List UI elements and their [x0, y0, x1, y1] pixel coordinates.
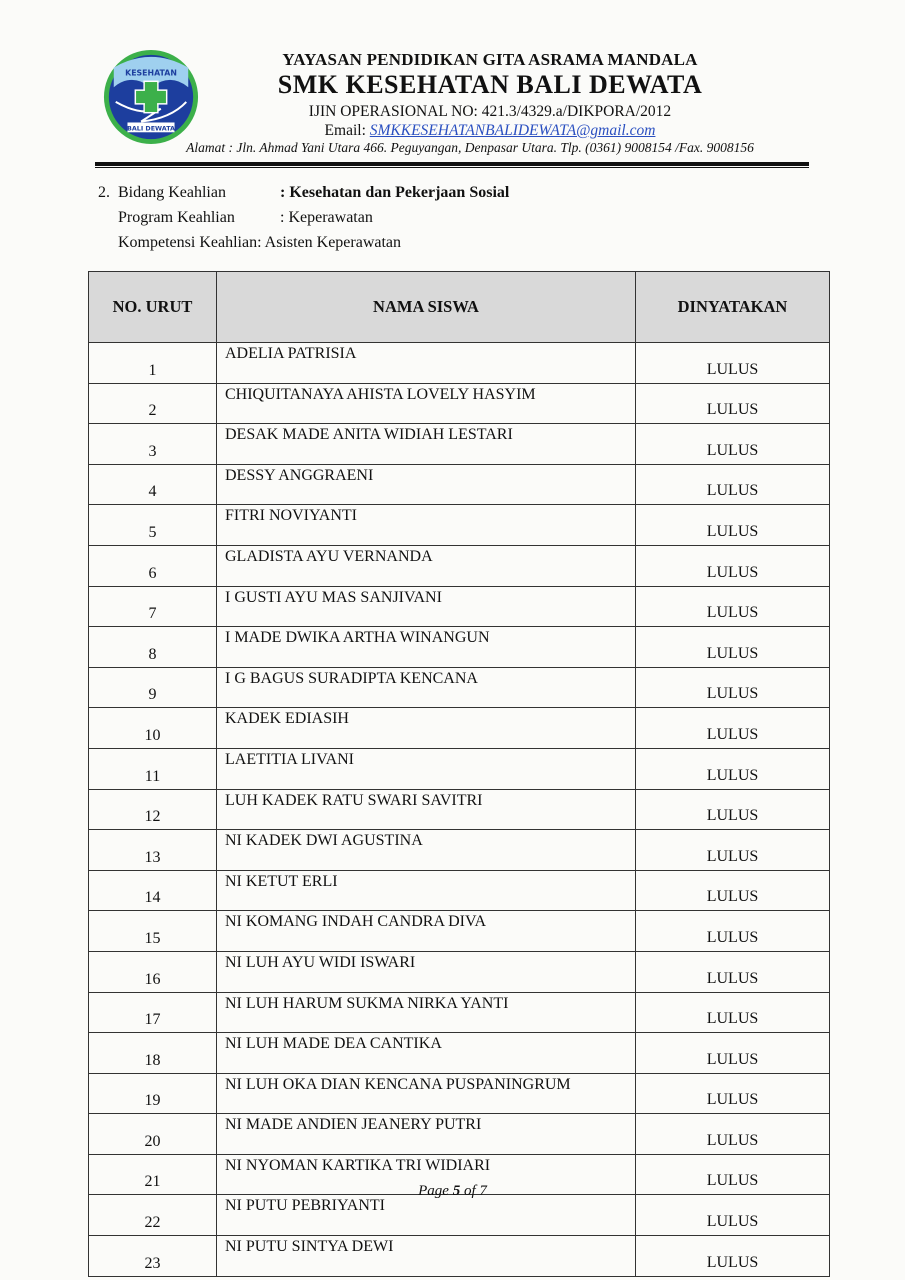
- student-name: NI LUH OKA DIAN KENCANA PUSPANINGRUM: [217, 1073, 636, 1114]
- row-number: 4: [89, 464, 217, 505]
- logo-text-bottom: BALI DEWATA: [127, 124, 175, 133]
- table-row: [89, 627, 830, 668]
- page-current: 5: [452, 1183, 461, 1199]
- row-number: 5: [89, 505, 217, 546]
- status: LULUS: [636, 951, 830, 992]
- table-row: [89, 992, 830, 1033]
- status: LULUS: [636, 911, 830, 952]
- email-label: Email:: [324, 122, 370, 139]
- student-name: LAETITIA LIVANI: [217, 748, 636, 789]
- competency-info: [98, 180, 509, 255]
- status: LULUS: [636, 586, 830, 627]
- page-of: of: [460, 1183, 480, 1199]
- table-row: [89, 830, 830, 871]
- student-name: GLADISTA AYU VERNANDA: [217, 545, 636, 586]
- table-row: [89, 951, 830, 992]
- program-label: Program Keahlian: [118, 209, 235, 226]
- student-name: NI KETUT ERLI: [217, 870, 636, 911]
- row-number: 20: [89, 1114, 217, 1155]
- status: LULUS: [636, 1195, 830, 1236]
- student-name: LUH KADEK RATU SWARI SAVITRI: [217, 789, 636, 830]
- table-row: [89, 505, 830, 546]
- row-number: 18: [89, 1033, 217, 1074]
- row-number: 7: [89, 586, 217, 627]
- row-number: 19: [89, 1073, 217, 1114]
- row-number: 2: [89, 383, 217, 424]
- status: LULUS: [636, 505, 830, 546]
- status: LULUS: [636, 789, 830, 830]
- header-nama-siswa: NAMA SISWA: [217, 272, 636, 343]
- table-row: [89, 343, 830, 384]
- status: LULUS: [636, 667, 830, 708]
- header-no-urut: NO. URUT: [89, 272, 217, 343]
- header-rule-thick: [95, 162, 809, 166]
- table-row: [89, 708, 830, 749]
- table-row: [89, 1114, 830, 1155]
- table-row: [89, 1073, 830, 1114]
- header-rule-thin: [95, 167, 809, 168]
- row-number: 13: [89, 830, 217, 871]
- status: LULUS: [636, 1033, 830, 1074]
- email-line: [150, 122, 830, 140]
- student-name: NI KADEK DWI AGUSTINA: [217, 830, 636, 871]
- row-number: 16: [89, 951, 217, 992]
- table-row: [89, 667, 830, 708]
- table-row: [89, 911, 830, 952]
- row-number: 15: [89, 911, 217, 952]
- status: LULUS: [636, 1073, 830, 1114]
- page-total: 7: [479, 1183, 487, 1199]
- section-number: 2.: [98, 184, 110, 201]
- kompetensi-row: [98, 230, 509, 255]
- address-line: Alamat : Jln. Ahmad Yani Utara 466. Peguyangan, Denpasar Utara. Tlp. (0361) 9008154 /Fax. 9008156: [186, 140, 754, 155]
- bidang-row: [98, 180, 509, 205]
- status: LULUS: [636, 464, 830, 505]
- row-number: 12: [89, 789, 217, 830]
- table-row: [89, 545, 830, 586]
- row-number: 11: [89, 748, 217, 789]
- row-number: 21: [89, 1154, 217, 1195]
- status: LULUS: [636, 748, 830, 789]
- table-row: [89, 1033, 830, 1074]
- table-header-row: [89, 272, 830, 343]
- program-row: [98, 205, 509, 230]
- status: LULUS: [636, 1154, 830, 1195]
- student-name: DESSY ANGGRAENI: [217, 464, 636, 505]
- student-name: NI NYOMAN KARTIKA TRI WIDIARI: [217, 1154, 636, 1195]
- student-name: NI LUH MADE DEA CANTIKA: [217, 1033, 636, 1074]
- student-name: NI KOMANG INDAH CANDRA DIVA: [217, 911, 636, 952]
- row-number: 22: [89, 1195, 217, 1236]
- table-row: [89, 748, 830, 789]
- permit-number: IJIN OPERASIONAL NO: 421.3/4329.a/DIKPORA/2012: [308, 103, 672, 120]
- row-number: 17: [89, 992, 217, 1033]
- row-number: 3: [89, 424, 217, 465]
- kompetensi-value: : Asisten Keperawatan: [257, 234, 402, 251]
- student-name: NI MADE ANDIEN JEANERY PUTRI: [217, 1114, 636, 1155]
- row-number: 14: [89, 870, 217, 911]
- status: LULUS: [636, 708, 830, 749]
- status: LULUS: [636, 545, 830, 586]
- table-row: [89, 1195, 830, 1236]
- school-name: SMK KESEHATAN BALI DEWATA: [277, 70, 703, 99]
- row-number: 6: [89, 545, 217, 586]
- table-row: [89, 383, 830, 424]
- email-link[interactable]: SMKKESEHATANBALIDEWATA@gmail.com: [369, 122, 656, 139]
- status: LULUS: [636, 870, 830, 911]
- program-value: : Keperawatan: [280, 209, 373, 226]
- student-name: KADEK EDIASIH: [217, 708, 636, 749]
- student-name: I G BAGUS SURADIPTA KENCANA: [217, 667, 636, 708]
- status: LULUS: [636, 343, 830, 384]
- graduation-table: [88, 271, 830, 1277]
- student-name: FITRI NOVIYANTI: [217, 505, 636, 546]
- status: LULUS: [636, 627, 830, 668]
- bidang-label: Bidang Keahlian: [118, 184, 226, 201]
- table-row: [89, 789, 830, 830]
- page-prefix: Page: [418, 1183, 453, 1199]
- student-name: NI PUTU SINTYA DEWI: [217, 1236, 636, 1277]
- student-name: CHIQUITANAYA AHISTA LOVELY HASYIM: [217, 383, 636, 424]
- row-number: 23: [89, 1236, 217, 1277]
- table-row: [89, 586, 830, 627]
- table-row: [89, 870, 830, 911]
- status: LULUS: [636, 830, 830, 871]
- row-number: 1: [89, 343, 217, 384]
- table-row: [89, 464, 830, 505]
- student-name: NI PUTU PEBRIYANTI: [217, 1195, 636, 1236]
- student-name: I MADE DWIKA ARTHA WINANGUN: [217, 627, 636, 668]
- student-name: NI LUH HARUM SUKMA NIRKA YANTI: [217, 992, 636, 1033]
- header-dinyatakan: DINYATAKAN: [636, 272, 830, 343]
- status: LULUS: [636, 383, 830, 424]
- student-name: DESAK MADE ANITA WIDIAH LESTARI: [217, 424, 636, 465]
- row-number: 8: [89, 627, 217, 668]
- student-name: NI LUH AYU WIDI ISWARI: [217, 951, 636, 992]
- student-name: I GUSTI AYU MAS SANJIVANI: [217, 586, 636, 627]
- table-row: [89, 1236, 830, 1277]
- kompetensi-label: Kompetensi Keahlian: [118, 234, 258, 251]
- logo-text-mid: KESEHATAN: [125, 68, 177, 78]
- status: LULUS: [636, 424, 830, 465]
- row-number: 10: [89, 708, 217, 749]
- row-number: 9: [89, 667, 217, 708]
- foundation-name: YAYASAN PENDIDIKAN GITA ASRAMA MANDALA: [282, 50, 698, 69]
- table-row: [89, 424, 830, 465]
- status: LULUS: [636, 1114, 830, 1155]
- bidang-value: : Kesehatan dan Pekerjaan Sosial: [280, 184, 510, 201]
- status: LULUS: [636, 992, 830, 1033]
- status: LULUS: [636, 1236, 830, 1277]
- page-footer: [0, 1183, 905, 1200]
- student-name: ADELIA PATRISIA: [217, 343, 636, 384]
